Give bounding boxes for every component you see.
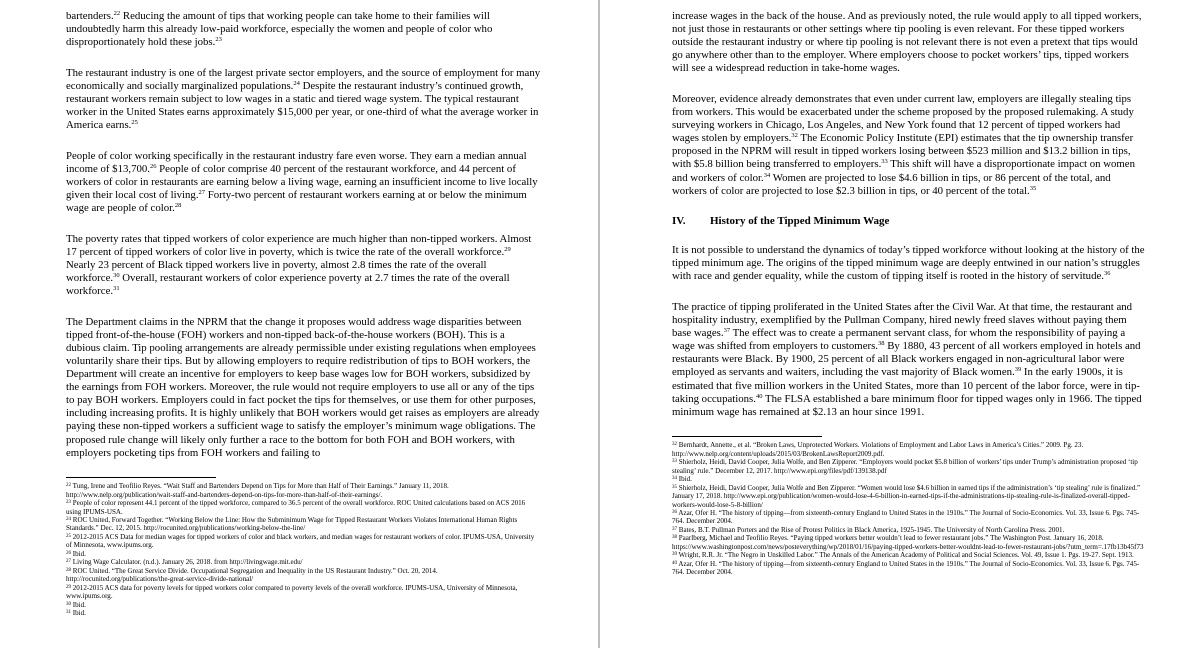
footnote-text: Ibid. xyxy=(677,475,692,484)
footnote xyxy=(66,550,541,558)
right-page-column xyxy=(672,10,1148,577)
footnote xyxy=(66,601,541,609)
footnote xyxy=(66,558,541,566)
footnote xyxy=(66,499,541,516)
footnote xyxy=(66,482,541,499)
footnote-text: Wright, R.R. Jr. “The Negro in Unskilled Labor.” The Annals of the American Academy of Political and Social Sciences. Vol. 49, Issue 1. Pgs. 19-27. Sept. 1913. xyxy=(677,551,1134,560)
paragraph-text: People of color working specifically in the restaurant industry fare even worse. They earn a median annual income of $13,700. xyxy=(66,149,527,175)
footnote-number: 36 xyxy=(672,509,677,515)
footnote-text: 2012-2015 ACS data for poverty levels for tipped workers color compared to poverty levels of the overall workforce. IPUMS-USA, University of Minnesota, www.ipums.org. xyxy=(66,583,518,601)
footnote xyxy=(672,458,1148,475)
footnote-ref[interactable]: 35 xyxy=(1029,184,1037,192)
footnote-ref[interactable]: 33 xyxy=(881,158,888,166)
paragraph-text: The restaurant industry is one of the largest private sector employers, and the source of employment for many economically and socially marginalized populations. xyxy=(66,66,541,92)
footnote-text: Bates, B.T. Pullman Porters and the Rise of Protest Politics in Black America, 1925-1945. The University of North Carolina Press. 2001. xyxy=(677,525,1065,534)
body-paragraph xyxy=(66,233,541,298)
paragraph-text: Nearly 23 percent of Black tipped workers live in poverty, almost 2.8 times the rate of the overall workforce. xyxy=(66,258,487,284)
paragraph-text: In the early 1900s, it is estimated that five million workers in the United States, more than 10 percent of the labor force, were in tip-taking occupations. xyxy=(672,366,1141,405)
footnote xyxy=(672,534,1148,551)
paragraph-text: bartenders. xyxy=(66,10,114,22)
footnote-number: 25 xyxy=(66,533,71,539)
footnote-ref[interactable]: 39 xyxy=(1014,366,1022,374)
section-title: History of the Tipped Minimum Wage xyxy=(710,215,890,228)
footnote xyxy=(66,584,541,601)
footnote-number: 30 xyxy=(66,601,71,607)
body-paragraph xyxy=(672,93,1148,198)
footnote-ref[interactable]: 26 xyxy=(149,162,157,170)
paragraph-text: The practice of tipping proliferated in the United States after the Civil War. At that time, the restaurant and hospitality industry, exemplified by the Pullman Company, hired newly freed slaves without paying them base wages. xyxy=(672,301,1133,340)
body-paragraph xyxy=(66,67,541,132)
footnote-number: 24 xyxy=(66,517,71,523)
footnote-text: People of color represent 44.1 percent of the tipped workforce, compared to 36.5 percent of the overall workforce. ROC United calculations based on ACS 2016 using IPUMS-USA. xyxy=(66,499,526,516)
section-number: IV. xyxy=(672,215,686,228)
paragraph-text: Women are projected to lose $4.6 billion in tips, or 86 percent of the total, and workers of color are projected to lose $2.3 billion in tips, or 40 percent of the total. xyxy=(672,171,1111,197)
paragraph-text: The FLSA established a bare minimum floor for tipped wages only in 1966. The tipped minimum wage has remained at $2.13 an hour since 1991. xyxy=(672,392,1142,418)
left-page-column xyxy=(66,10,541,617)
footnote-ref[interactable]: 38 xyxy=(878,340,885,348)
footnote xyxy=(66,609,541,617)
footnote xyxy=(672,551,1148,559)
footnote xyxy=(66,533,541,550)
footnote-ref[interactable]: 24 xyxy=(293,79,300,87)
footnote xyxy=(66,516,541,533)
footnote-number: 39 xyxy=(672,552,677,558)
footnote-ref[interactable]: 28 xyxy=(174,202,182,210)
paragraph-text: Reducing the amount of tips that working people can take home to their families will undoubtedly harm this already low-paid workforce, especially the women and people of color who disproportionately hold these jobs. xyxy=(66,10,493,49)
footnote-text: ROC United. “The Great Service Divide. Occupational Segregation and Inequality in the US Restaurant Industry.” Oct. 20, 2014. http://rocunited.org/publications/the-great-service-divide-national/ xyxy=(66,566,438,584)
footnote xyxy=(672,475,1148,483)
section-heading xyxy=(672,215,1148,228)
footnote-text: 2012-2015 ACS Data for median wages for tipped workers of color and black workers, and median wages for restaurant workers of color. IPUMS-USA, University of Minnesota, www.ipums.org. xyxy=(66,532,535,550)
footnote-number: 23 xyxy=(66,500,71,506)
footnote-text: Tung, Irene and Teofilio Reyes. “Wait Staff and Bartenders Depend on Tips for More than Half of Their Earnings.” January 11, 2018. http://www.nelp.org/publication/wait-staff-and-bartenders-depend-on-tips-for-more-than-half-of-their-earnings/. xyxy=(66,482,449,499)
right-page xyxy=(602,0,1200,648)
paragraph-text: This shift will have a disproportionate impact on women and workers of color. xyxy=(672,158,1135,184)
footnote-ref[interactable]: 34 xyxy=(763,171,771,179)
footnote-ref[interactable]: 36 xyxy=(1103,270,1111,278)
paragraph-text: The poverty rates that tipped workers of color experience are much higher than non-tipped workers. Almost 17 percent of tipped workers of color live in poverty, which is twice the rate of the overall workforce. xyxy=(66,232,532,258)
paragraph-text: Overall, restaurant workers of color experience poverty at 2.7 times the rate of the overall workforce. xyxy=(66,272,510,298)
footnote-number: 31 xyxy=(66,610,71,616)
footnote-number: 34 xyxy=(672,476,677,482)
body-paragraph xyxy=(66,10,541,49)
footnote xyxy=(672,441,1148,458)
paragraph-text: The Economic Policy Institute (EPI) estimates that the tip ownership transfer proposed in the NPRM will result in tipped workers losing between $523 million and $13.2 billion in tips, with $5.8 billion being transferred to employers. xyxy=(672,132,1134,171)
footnote-ref[interactable]: 29 xyxy=(504,245,511,253)
footnote-ref[interactable]: 30 xyxy=(113,272,120,279)
footnote-separator xyxy=(66,477,216,478)
footnote-text: ROC United, Forward Together. “Working Below the Line: How the Subminimum Wage for Tipped Restaurant Workers Violates International Human Rights Standards.” Dec. 12, 2015. http://rocunited.org/publications/working-below-the-line/ xyxy=(66,516,518,533)
footnote-number: 35 xyxy=(672,484,677,490)
footnote-number: 33 xyxy=(672,459,677,465)
footnote-text: Azar, Ofer H. “The history of tipping—from sixteenth-century England to United States in the 1910s.” The Journal of Socio-Economics. Vol. 33, Issue 6. Pgs. 745-764. December 2004. xyxy=(672,508,1140,526)
footnote-ref[interactable]: 37 xyxy=(723,327,731,335)
footnote-number: 22 xyxy=(66,483,71,489)
footnote-text: Ibid. xyxy=(71,600,86,609)
paragraph-text: It is not possible to understand the dynamics of today’s tipped workforce without looking at the history of the tipped minimum age. The origins of the tipped minimum wage are deeply entwined in our nation’s struggles with race and gender equality, while the custom of tipping itself is rooted in the history of servitude. xyxy=(672,244,1145,283)
page-divider xyxy=(598,0,600,648)
body-paragraph xyxy=(672,10,1148,75)
paragraph-text: The Department claims in the NPRM that the change it proposes would address wage disparities between tipped front-of-the-house (FOH) workers and non-tipped back-of-the-house workers (BOH). This is a dubious claim. Tip pooling arrangements are already permissible under existing regulations when employees voluntarily share their tips. But by allowing employers to require redistribution of tips to BOH workers, the Department will create an incentive for employers to keep base wages low for BOH workers, subsidized by the earnings from FOH workers. Moreover, the rule would not require employers to use all or any of the tips to pay BOH workers. Employers could in fact pocket the tips for themselves, or use them for other purposes, including increasing profits. It is highly unlikely that BOH workers would get raises as employers are already paying these non-tipped workers a sufficient wage to satisfy the employer’s minimum wage obligations. The proposed rule change will likely only further a race to the bottom for both FOH and BOH workers, with employers pocketing tips from FOH workers and failing to xyxy=(66,315,540,459)
footnote-text: Living Wage Calculator. (n.d.). January 26, 2018. from http://livingwage.mit.edu/ xyxy=(71,558,303,567)
footnote-ref[interactable]: 32 xyxy=(791,132,798,140)
footnote-number: 37 xyxy=(672,526,677,532)
footnote-text: Ibid. xyxy=(71,609,86,618)
footnote-number: 32 xyxy=(672,442,677,448)
paragraph-text: Despite the restaurant industry’s continued growth, restaurant workers remain subject to low wages in a static and tiered wage system. The typical restaurant worker in the United States earns approximately $15,000 per year, or one-third of what the average worker in America earns. xyxy=(66,79,539,132)
footnote-number: 26 xyxy=(66,550,71,556)
footnote-number: 29 xyxy=(66,584,71,590)
body-paragraph xyxy=(66,316,541,460)
left-page xyxy=(0,0,598,648)
footnote-number: 27 xyxy=(66,559,71,565)
footnote-text: Shierholz, Heidi, David Cooper, Julia Wolfe, and Ben Zipperer. “Employers would pocket $5.8 billion of workers’ tips under Trump’s administration proposed ‘tip stealing’ rule.” December 12, 2017. http://www.epi.org/files/pdf/139138.pdf xyxy=(672,458,1138,475)
right-body-after xyxy=(672,244,1148,419)
footnote-text: Ibid. xyxy=(71,549,86,558)
footnote-text: Paarlberg, Michael and Teofilio Reyes. “Paying tipped workers better wouldn’t lead to fewer restaurant jobs.” The Washington Post. January 16, 2018. https://www.washingtonpost.com/news/posteverything/wp/2018/01/16/paying-tipped-workers-better-wouldnt-lead-to-fewer-restaurant-jobs/?utm_term=.17fb13b45f73 xyxy=(672,534,1144,551)
paragraph-text: Moreover, evidence already demonstrates that even under current law, employers are illegally stealing tips from workers. This would be exacerbated under the scheme proposed by the proposed rulemaking. A study surveying workers in Chicago, Los Angeles, and New York found that 12 percent of tipped workers had wages stolen by employers. xyxy=(672,92,1134,145)
left-footnotes xyxy=(66,482,541,617)
footnote-number: 40 xyxy=(672,560,677,566)
paragraph-text: People of color comprise 40 percent of the restaurant workforce, and 44 percent of workers of color in restaurants are earning below a living wage, earning an insufficient income to live locally given their local cost of living. xyxy=(66,162,538,202)
right-body-before xyxy=(672,10,1148,198)
body-paragraph xyxy=(672,301,1148,419)
left-body xyxy=(66,10,541,460)
right-footnotes xyxy=(672,441,1148,576)
footnote xyxy=(672,509,1148,526)
footnote-number: 28 xyxy=(66,567,71,573)
footnote xyxy=(672,526,1148,534)
paragraph-text: The effect was to create a permanent servant class, for whom the responsibility of paying a wage was shifted from employers to customers. xyxy=(672,327,1126,353)
footnote-ref[interactable]: 23 xyxy=(215,36,222,44)
footnote-text: Azar, Ofer H. “The history of tipping—from sixteenth-century England to United States in the 1910s.” The Journal of Socio-Economics. Vol. 33, Issue 6. Pgs. 745-764. December 2004. xyxy=(672,559,1140,577)
body-paragraph xyxy=(66,150,541,215)
footnote-number: 38 xyxy=(672,535,677,541)
footnote-ref[interactable]: 25 xyxy=(131,119,138,127)
paragraph-text: Forty-two percent of restaurant workers earning at or below the minimum wage are people of color. xyxy=(66,189,527,215)
footnote-text: Bernhardt, Annette., et al. “Broken Laws, Unprotected Workers. Violations of Employment and Labor Laws in America’s Cities.” 2009. Pg. 23. http://www.nelp.org/content/uploads/2015/03/BrokenLawsReport2009.pdf. xyxy=(672,441,1084,458)
paragraph-text: By 1880, 43 percent of all workers employed in hotels and restaurants were Black. By 1900, 25 percent of all Black workers engaged in non-agricultural labor were employed as servants and waiters, including the vast majority of Black women. xyxy=(672,340,1141,379)
paragraph-text: increase wages in the back of the house. And as previously noted, the rule would apply to all tipped workers, not just those in restaurants or other settings where tip pooling is even relevant. For these tipped workers outside the restaurant industry or where tip pooling is not relevant there is not even a pretext that tips would go anywhere other than to the employer. Where employers choose to pocket workers’ tips, tipped workers will see a widespread reduction in take-home wages. xyxy=(672,10,1142,75)
footnote-text: Shierholz, Heidi, David Cooper, Julia Wolfe and Ben Zipperer. “Women would lose $4.6 billion in earned tips if the administration’s ‘tip stealing’ rule is finalized.” January 17, 2018. http://www.epi.org/publication/women-would-lose-4-6-billion-in-earned-tips-if-the-administrations-tip-stealing-rule-is-finalized-overall-tipped-workers-would-lose-5-8-billion/ xyxy=(672,483,1141,509)
footnote-ref[interactable]: 31 xyxy=(113,285,120,293)
body-paragraph xyxy=(672,244,1148,283)
footnote xyxy=(672,560,1148,577)
footnote-separator xyxy=(672,436,822,437)
footnote-ref[interactable]: 22 xyxy=(113,10,121,17)
footnote xyxy=(66,567,541,584)
footnote-ref[interactable]: 40 xyxy=(755,392,763,400)
footnote-ref[interactable]: 27 xyxy=(198,189,206,197)
footnote xyxy=(672,484,1148,509)
